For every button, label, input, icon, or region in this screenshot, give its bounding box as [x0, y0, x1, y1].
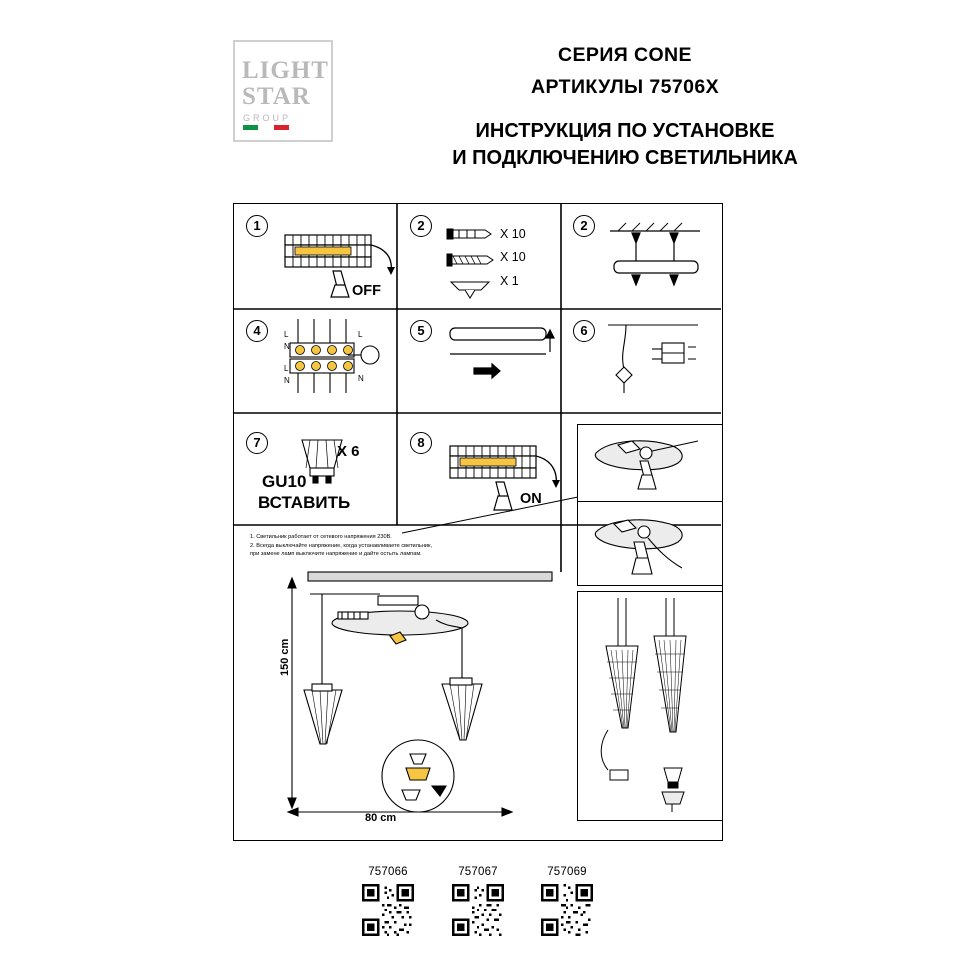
note-line-1: 1. Светильник работает от сетевого напряжения 230В. [250, 534, 392, 540]
width-dimension-label: 80 cm [365, 812, 397, 824]
detail-top-icon [578, 425, 721, 500]
step-2-qty-3: X 1 [500, 274, 519, 288]
step-7-lamp-type: GU10 [262, 472, 307, 491]
step-2-qty-1: X 10 [500, 227, 526, 241]
logo-text-star: STAR [242, 83, 311, 110]
step-6-cable-adjust-icon [600, 313, 715, 403]
product-detail-panel [577, 591, 723, 821]
step-number-5: 5 [410, 320, 432, 342]
step-number-2b: 2 [573, 215, 595, 237]
safety-notes [250, 533, 520, 559]
qr-item-2 [537, 866, 597, 941]
svg-text:L: L [284, 330, 289, 339]
step-number-7: 7 [246, 432, 268, 454]
title-line-1: ИНСТРУКЦИЯ ПО УСТАНОВКЕ [475, 120, 775, 142]
italian-flag-icon [243, 125, 289, 130]
svg-text:N: N [284, 342, 290, 351]
qr-label-0: 757066 [368, 866, 408, 878]
logo-text-light: LIGHT [242, 57, 329, 84]
svg-text:N: N [358, 374, 364, 383]
title-line-2: И ПОДКЛЮЧЕНИЮ СВЕТИЛЬНИКА [452, 147, 798, 169]
detail-panel-top [577, 424, 723, 502]
step-number-4: 4 [246, 320, 268, 342]
header [0, 18, 956, 169]
series-label: СЕРИЯ CONE [558, 44, 692, 66]
header-text [345, 44, 905, 172]
step-number-2a: 2 [410, 215, 432, 237]
svg-text:N: N [284, 376, 290, 385]
product-detail-icon [578, 592, 721, 819]
step-1-terminal-block-off-icon [275, 215, 405, 305]
step-number-8: 8 [410, 432, 432, 454]
svg-text:L: L [358, 330, 363, 339]
step-5-base-plate-icon [440, 318, 570, 403]
qr-code-0 [362, 884, 414, 936]
step-7-action-label: ВСТАВИТЬ [258, 493, 351, 512]
fixture-dimension-drawing [250, 568, 570, 828]
article-label: АРТИКУЛЫ 75706X [531, 76, 719, 98]
step-7-qty: X 6 [337, 443, 360, 460]
logo-text-group: GROUP [243, 113, 292, 123]
brand-logo [233, 40, 333, 142]
footer-qr-codes [0, 858, 956, 948]
qr-code-2 [541, 884, 593, 936]
height-dimension-label: 150 cm [279, 638, 291, 676]
step-4-wiring-icon [278, 313, 398, 403]
step-8-on-label: ON [520, 491, 542, 507]
detail-leader-line [400, 495, 600, 535]
qr-label-2: 757069 [547, 866, 587, 878]
step-1-off-label: OFF [352, 283, 381, 299]
note-line-2: 2. Всегда выключайте напряжение, когда устанавливаете светильник, [250, 542, 433, 549]
step-number-6: 6 [573, 320, 595, 342]
step-2-qty-2: X 10 [500, 250, 526, 264]
step-2-ceiling-mount-icon [600, 213, 715, 303]
step-number-1: 1 [246, 215, 268, 237]
qr-item-0 [358, 866, 418, 941]
qr-code-1 [452, 884, 504, 936]
note-line-3: при замене ламп выключите напряжение и дайте остыть лампам. [250, 551, 422, 557]
svg-text:L: L [284, 364, 289, 373]
qr-label-1: 757067 [458, 866, 498, 878]
qr-item-1 [448, 866, 508, 941]
